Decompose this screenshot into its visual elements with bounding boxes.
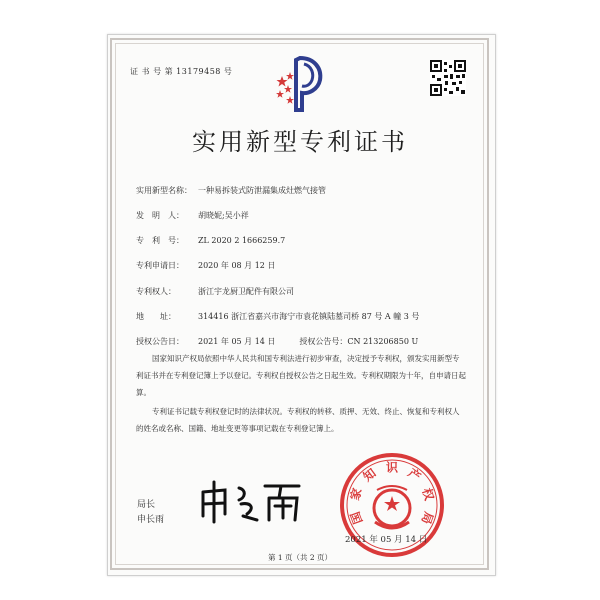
- field-patentee: [136, 286, 294, 297]
- seal-character: 家: [347, 486, 365, 503]
- field-application-date: [136, 260, 275, 271]
- field-value: 314416 浙江省嘉兴市海宁市袁花镇陆墓司桥 87 号 A 幢 3 号: [198, 312, 420, 321]
- field-value: 胡晓妮;吴小祥: [198, 211, 249, 220]
- qr-code-icon: [430, 60, 466, 96]
- seal-character: 局: [418, 509, 436, 526]
- field-address: [136, 311, 419, 322]
- field-label: 地 址：: [136, 312, 176, 321]
- field-label: 专利申请日：: [136, 261, 184, 270]
- field-patent-number: [136, 235, 285, 246]
- field-value: 2020 年 08 月 12 日: [198, 261, 276, 270]
- page-indicator: 第 1 页（共 2 页）: [267, 553, 333, 562]
- field-value: 一种易拆装式防泄漏集成灶燃气接管: [198, 186, 326, 195]
- handwritten-signature-icon: [195, 478, 305, 526]
- field-label: 实用新型名称：: [136, 186, 192, 195]
- field-label: 发 明 人：: [136, 211, 184, 220]
- seal-character: 识: [385, 460, 399, 475]
- field-value: 浙江宇龙厨卫配件有限公司: [198, 287, 294, 296]
- seal-character: 产: [405, 465, 424, 485]
- seal-character: 知: [360, 465, 379, 485]
- field-label: 专 利 号：: [136, 236, 184, 245]
- field-value: 2021 年 05 月 14 日 授权公告号：CN 213206850 U: [198, 337, 419, 346]
- field-utility-model-name: [136, 185, 326, 196]
- grant-statement-paragraph: 国家知识产权局依照中华人民共和国专利法进行初步审查，决定授予专利权，颁发实用新型专利证书并在专利登记簿上予以登记。专利权自授权公告之日起生效。专利权期限为十年，自申请日起算。: [136, 354, 466, 397]
- seal-character: 权: [419, 486, 437, 503]
- field-label: 专利权人：: [136, 287, 176, 296]
- field-value: ZL 2020 2 1666259.7: [198, 236, 286, 245]
- field-label: 授权公告日：: [136, 337, 184, 346]
- director-title: 局长: [137, 500, 156, 510]
- cnipa-logo-icon: [270, 52, 332, 114]
- field-grant-date: [136, 336, 418, 347]
- seal-character: 国: [348, 509, 366, 526]
- certificate-title: 实用新型专利证书: [192, 128, 408, 156]
- field-inventor: [136, 210, 249, 221]
- certificate-number: 证 书 号 第 13179458 号: [130, 67, 233, 76]
- seal-date: 2021 年 05 月 14 日: [345, 535, 428, 545]
- director-name: 申长雨: [137, 515, 165, 525]
- legal-status-paragraph: 专利证书记载专利权登记时的法律状况。专利权的转移、质押、无效、终止、恢复和专利权人的姓名或名称、国籍、地址变更等事项记载在专利登记簿上。: [136, 407, 460, 433]
